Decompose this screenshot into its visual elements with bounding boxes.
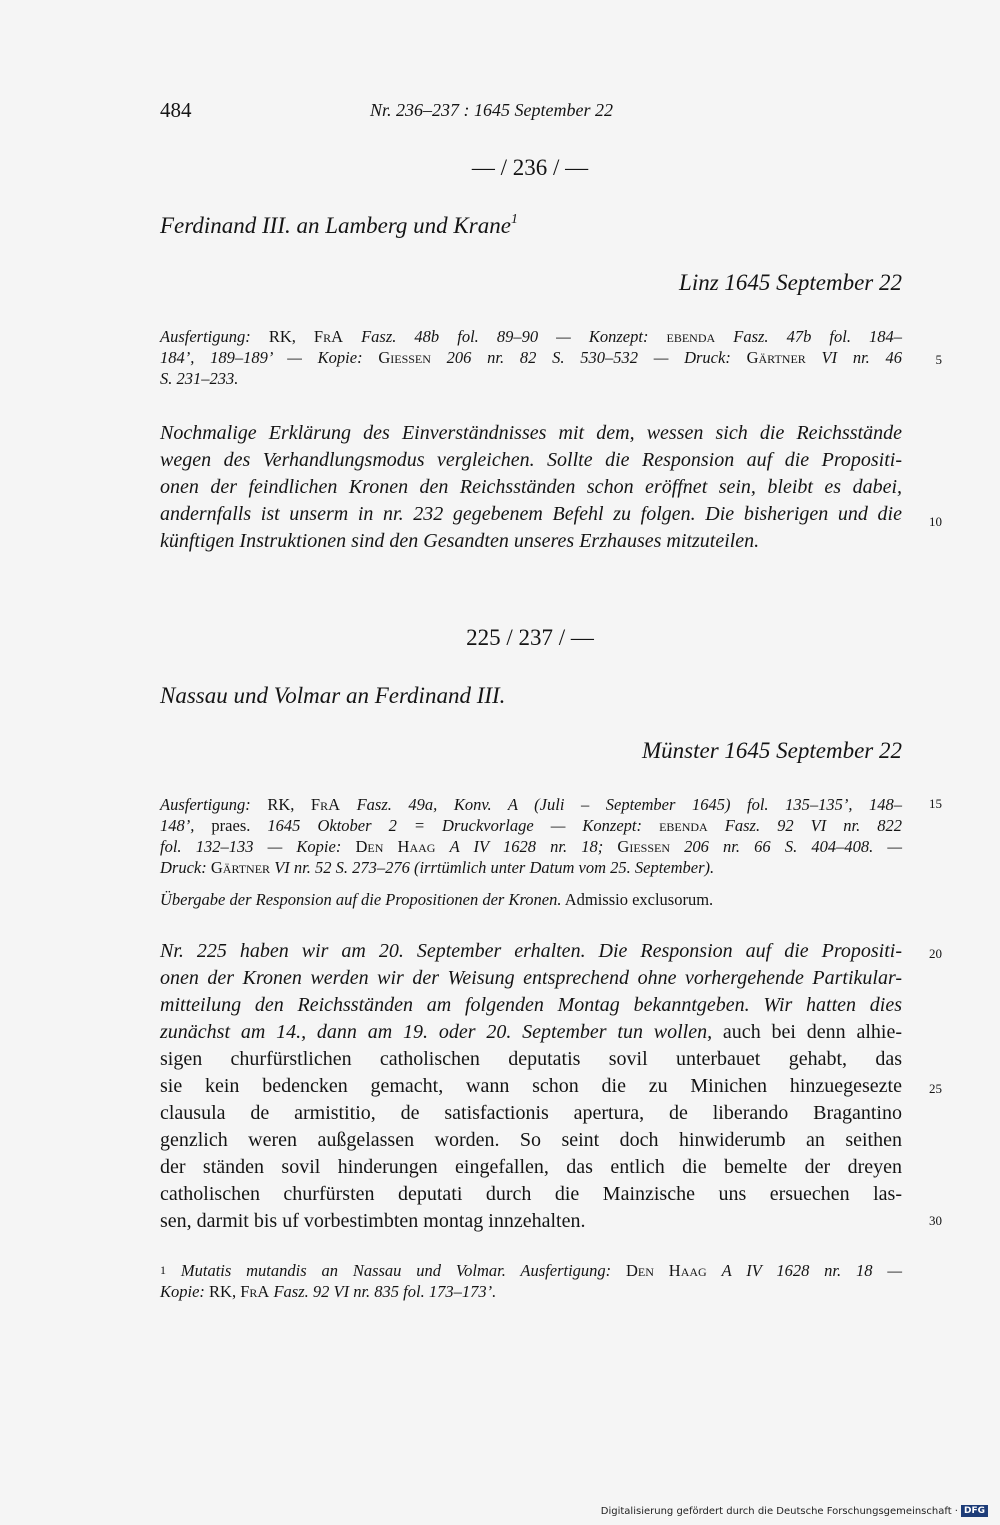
source-ref: praes. [211,816,251,835]
source-ref: VI nr. 52 S. 273–276 (irrtümlich unter Datum vom 25. September). [274,858,715,877]
footnote-mark: 1 [160,1263,166,1277]
source-ref: 184’, 189–189’ — Kopie: [160,348,363,367]
body-line-italic: onen der Kronen werden wir der Weisung entsprechend ohne vorhergehende Partikular- [160,967,902,989]
body-line [160,965,902,992]
body-line-italic: mitteilung den Reichsständen am folgenden Montag bekanntgeben. Wir hatten dies [160,994,902,1016]
source-ref: fol. 132–133 — Kopie: [160,837,342,856]
body-line [160,1208,902,1235]
source-notes-237 [160,794,902,878]
regest-237 [160,889,902,910]
archive-name: ebenda [659,816,708,835]
footnote-text: Fasz. 92 VI nr. 835 fol. 173–173’. [273,1282,497,1301]
source-label: Ausfertigung: [160,795,251,814]
archive-name: Giessen [378,348,431,367]
source-ref: A IV 1628 nr. 18; [449,837,604,856]
archive-name: Gärtner [210,858,271,877]
body-line [160,1019,902,1046]
summary-line: onen der feindlichen Kronen den Reichsständen schon eröffnet sein, bleibt es dabei, [160,476,902,498]
footnote-text: Kopie: [160,1282,205,1301]
archive-name: RK, FrA [209,1282,270,1301]
source-ref: Fasz. 92 VI nr. 822 [724,816,903,835]
source-ref: Fasz. 48b fol. 89–90 — Konzept: [361,327,649,346]
body-line [160,938,902,965]
summary-line: andernfalls ist unserm in nr. 232 gegebenem Befehl zu folgen. Die bisherigen und die [160,503,902,525]
summary-line: künftigen Instruktionen sind den Gesandten unseres Erzhauses mitzuteilen. [160,530,760,552]
body-line-roman: catholischen churfürsten deputati durch die Mainzische uns ersuechen las- [160,1183,902,1205]
body-line-roman: der ständen sovil hinderungen eingefallen, das entlich die bemelte der dreyen [160,1156,902,1178]
document-title-236 [160,213,518,239]
body-line [160,1127,902,1154]
line-number: 15 [929,796,942,811]
source-label: Ausfertigung: [160,327,251,346]
footnote-1 [160,1260,902,1302]
body-line [160,1100,902,1127]
line-number: 5 [935,352,942,367]
body-line-roman: genzlich weren außgelassen worden. So seint doch hinwiderumb an seithen [160,1129,902,1151]
document-number-236: — / 236 / — [471,155,589,180]
source-ref: Fasz. 47b fol. 184– [733,327,903,346]
body-line-roman: sie kein bedencken gemacht, wann schon die zu Minichen hinzuegesezte [160,1075,902,1097]
summary-line: wegen des Verhandlungsmodus vergleichen. Sollte die Responsion auf die Propositi- [160,449,902,471]
body-line-italic: zunächst am 14., dann am 19. oder 20. September tun wollen, [160,1021,713,1043]
source-ref: 206 nr. 66 S. 404–408. — [684,837,903,856]
body-line [160,1073,902,1100]
body-line-italic: Nr. 225 haben wir am 20. September erhalten. Die Responsion auf die Propositi- [160,940,902,962]
body-line [160,1181,902,1208]
archive-name: Den Haag [626,1261,707,1280]
footnote-text: A IV 1628 nr. 18 — [721,1261,903,1280]
archive-name: Den Haag [355,837,436,856]
running-head: Nr. 236–237 : 1645 September 22 [370,100,613,120]
archive-name: ebenda [666,327,716,346]
regest-italic: Übergabe der Responsion auf die Propositionen der Kronen. [160,890,562,909]
place-date-236: Linz 1645 September 22 [679,270,902,295]
source-ref: VI nr. 46 [821,348,903,367]
summary-236 [160,420,902,555]
body-line-roman: sigen churfürstlichen catholischen deputatis sovil unterbauet gehabt, das [160,1048,902,1070]
regest-roman: Admissio exclusorum. [564,890,714,909]
credit-text: Digitalisierung gefördert durch die Deutsche Forschungsgemeinschaft · [600,1505,958,1517]
line-number: 20 [929,946,942,961]
document-title-text: Ferdinand III. an Lamberg und Krane [160,213,511,238]
line-number: 10 [929,514,942,529]
archive-name: RK, FrA [268,327,344,346]
page-number: 484 [160,98,192,122]
source-ref: 148’, [160,816,195,835]
dfg-logo-icon: DFG [961,1505,988,1517]
archive-name: Gärtner [746,348,806,367]
body-line [160,1154,902,1181]
line-number: 30 [929,1213,942,1228]
body-line [160,992,902,1019]
source-ref: Fasz. 49a, Konv. A (Juli – September 1645) fol. 135–135’, 148– [356,795,903,814]
source-notes-236 [160,326,902,389]
document-title-237: Nassau und Volmar an Ferdinand III. [160,683,506,708]
body-line-roman: auch bei denn alhie- [712,1021,903,1043]
summary-line: Nochmalige Erklärung des Einverständnisses mit dem, wessen sich die Reichsstände [160,422,902,444]
footnote-text: Mutatis mutandis an Nassau und Volmar. Ausfertigung: [180,1261,612,1280]
line-number: 25 [929,1081,942,1096]
place-date-237: Münster 1645 September 22 [642,738,902,763]
document-number-237: 225 / 237 / — [466,625,594,650]
digitization-credit [601,1505,988,1517]
archive-name: RK, FrA [267,795,341,814]
body-line-roman: sen, darmit bis uf vorbestimbten montag innzehalten. [160,1210,586,1232]
body-line [160,1046,902,1073]
source-ref: S. 231–233. [160,369,239,388]
footnote-reference: 1 [510,211,518,226]
body-text-237 [160,938,902,1235]
source-ref: 206 nr. 82 S. 530–532 — Druck: [446,348,731,367]
source-label: Druck: [160,858,207,877]
archive-name: Giessen [617,837,670,856]
body-line-roman: clausula de armistitio, de satisfactionis apertura, de liberando Bragantino [160,1102,902,1124]
source-ref: 1645 Oktober 2 = Druckvorlage — Konzept: [267,816,643,835]
